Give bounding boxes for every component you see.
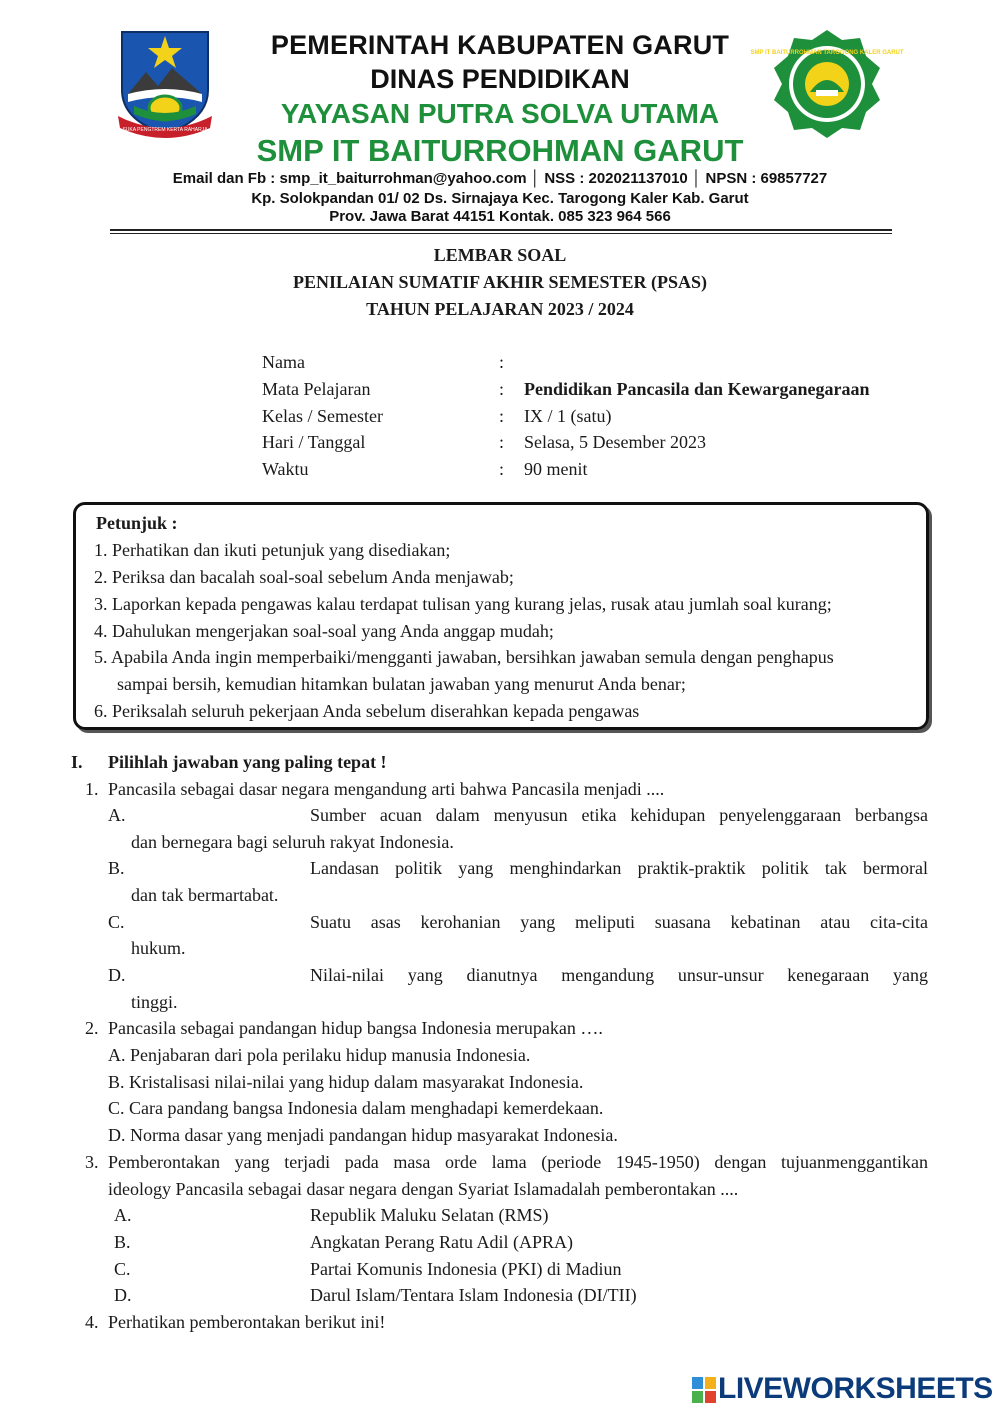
question-number: 1. — [85, 779, 99, 799]
letterhead-government: PEMERINTAH KABUPATEN GARUT — [270, 30, 730, 60]
option-text-continued: tinggi. — [131, 992, 178, 1012]
question-text: Perhatikan pemberontakan berikut ini! — [108, 1312, 386, 1332]
option-letter[interactable]: C. — [114, 1259, 131, 1279]
option-letter[interactable]: B. — [114, 1232, 131, 1252]
option-item[interactable]: B. Kristalisasi nilai-nilai yang hidup dalam masyarakat Indonesia. — [108, 1072, 584, 1092]
identity-value-date: Selasa, 5 Desember 2023 — [524, 432, 706, 452]
identity-value-time: 90 menit — [524, 459, 588, 479]
option-text[interactable]: Republik Maluku Selatan (RMS) — [310, 1205, 549, 1225]
instruction-item-continued: sampai bersih, kemudian hitamkan bulatan jawaban yang menurut Anda benar; — [117, 674, 686, 694]
letterhead-foundation: YAYASAN PUTRA SOLVA UTAMA — [280, 98, 720, 129]
instruction-item: 4. Dahulukan mengerjakan soal-soal yang Anda anggap mudah; — [94, 621, 554, 641]
option-letter[interactable]: D. — [108, 965, 126, 985]
question-number: 2. — [85, 1018, 99, 1038]
option-text[interactable]: Sumber acuan dalam menyusun etika kehidupan penyelenggaraan berbangsa — [310, 805, 928, 825]
doc-subtitle: PENILAIAN SUMATIF AKHIR SEMESTER (PSAS) — [292, 272, 708, 292]
section-number: I. — [71, 752, 83, 772]
option-text[interactable]: Suatu asas kerohanian yang meliputi suasana kebatinan atau cita-cita — [310, 912, 928, 932]
letterhead-school-name: SMP IT BAITURROHMAN GARUT — [256, 133, 744, 168]
seal-ring-text: SMP IT BAITURROHMAN TAROGONG KALER GARUT — [750, 50, 904, 56]
option-text[interactable]: Nilai-nilai yang dianutnya mengandung unsur-unsur kenegaraan yang — [310, 965, 928, 985]
identity-label: Nama — [262, 352, 305, 372]
liveworksheets-logo-icon — [692, 1377, 716, 1403]
option-text-continued: hukum. — [131, 938, 186, 958]
letterhead-province: Prov. Jawa Barat 44151 Kontak. 085 323 964 566 — [329, 208, 671, 225]
instructions-title: Petunjuk : — [96, 513, 178, 533]
identity-value-subject: Pendidikan Pancasila dan Kewarganegaraan — [524, 379, 870, 399]
identity-value-class: IX / 1 (satu) — [524, 406, 612, 426]
instruction-item: 6. Periksalah seluruh pekerjaan Anda sebelum diserahkan kepada pengawas — [94, 701, 640, 721]
section-title: Pilihlah jawaban yang paling tepat ! — [108, 752, 387, 772]
option-letter[interactable]: A. — [108, 805, 126, 825]
question-text: Pemberontakan yang terjadi pada masa orde lama (periode 1945-1950) dengan tujuanmenggantikan — [108, 1152, 928, 1172]
option-letter[interactable]: A. — [114, 1205, 132, 1225]
question-number: 3. — [85, 1152, 99, 1172]
doc-year: TAHUN PELAJARAN 2023 / 2024 — [366, 299, 634, 319]
identity-label: Kelas / Semester — [262, 406, 383, 426]
option-item[interactable]: D. Norma dasar yang menjadi pandangan hidup masyarakat Indonesia. — [108, 1125, 618, 1145]
option-letter[interactable]: C. — [108, 912, 125, 932]
instruction-item: 5. Apabila Anda ingin memperbaiki/mengganti jawaban, bersihkan jawaban semula dengan penghapus — [94, 647, 834, 667]
crest-motto: SUKA PENGTREM KERTA RAHARJA — [122, 127, 208, 133]
question-text: Pancasila sebagai dasar negara mengandung arti bahwa Pancasila menjadi .... — [108, 779, 665, 799]
letterhead-contact-email: Email dan Fb : smp_it_baiturrohman@yahoo.com │ NSS : 202021137010 │ NPSN : 69857727 — [172, 170, 828, 187]
identity-label: Hari / Tanggal — [262, 432, 366, 452]
option-item[interactable]: C. Cara pandang bangsa Indonesia dalam menghadapi kemerdekaan. — [108, 1098, 604, 1118]
question-text: Pancasila sebagai pandangan hidup bangsa Indonesia merupakan …. — [108, 1018, 603, 1038]
option-letter[interactable]: B. — [108, 858, 125, 878]
doc-title: LEMBAR SOAL — [433, 245, 567, 265]
option-text[interactable]: Angkatan Perang Ratu Adil (APRA) — [310, 1232, 573, 1252]
question-text-continued: ideology Pancasila sebagai dasar negara dengan Syariat Islamadalah pemberontakan .... — [108, 1179, 739, 1199]
liveworksheets-watermark[interactable]: LIVEWORKSHEETS — [718, 1372, 993, 1405]
instruction-item: 1. Perhatikan dan ikuti petunjuk yang disediakan; — [94, 540, 451, 560]
instruction-item: 2. Periksa dan bacalah soal-soal sebelum Anda menjawab; — [94, 567, 514, 587]
option-text[interactable]: Darul Islam/Tentara Islam Indonesia (DI/TII) — [310, 1285, 637, 1305]
identity-label: Mata Pelajaran — [262, 379, 371, 399]
option-text[interactable]: Landasan politik yang menghindarkan praktik-praktik politik tak bermoral — [310, 858, 928, 878]
instructions-box — [73, 502, 929, 730]
letterhead-divider-thin — [110, 233, 892, 234]
option-text[interactable]: Partai Komunis Indonesia (PKI) di Madiun — [310, 1259, 622, 1279]
letterhead-address: Kp. Solokpandan 01/ 02 Ds. Sirnajaya Kec. Tarogong Kaler Kab. Garut — [251, 190, 749, 207]
question-number: 4. — [85, 1312, 99, 1332]
option-text-continued: dan bernegara bagi seluruh rakyat Indonesia. — [131, 832, 454, 852]
letterhead-department: DINAS PENDIDIKAN — [370, 64, 630, 94]
instruction-item: 3. Laporkan kepada pengawas kalau terdapat tulisan yang kurang jelas, rusak atau jumlah soal kurang; — [94, 594, 832, 614]
option-text-continued: dan tak bermartabat. — [131, 885, 279, 905]
letterhead-divider — [110, 229, 892, 231]
option-item[interactable]: A. Penjabaran dari pola perilaku hidup manusia Indonesia. — [108, 1045, 531, 1065]
identity-label: Waktu — [262, 459, 309, 479]
option-letter[interactable]: D. — [114, 1285, 132, 1305]
